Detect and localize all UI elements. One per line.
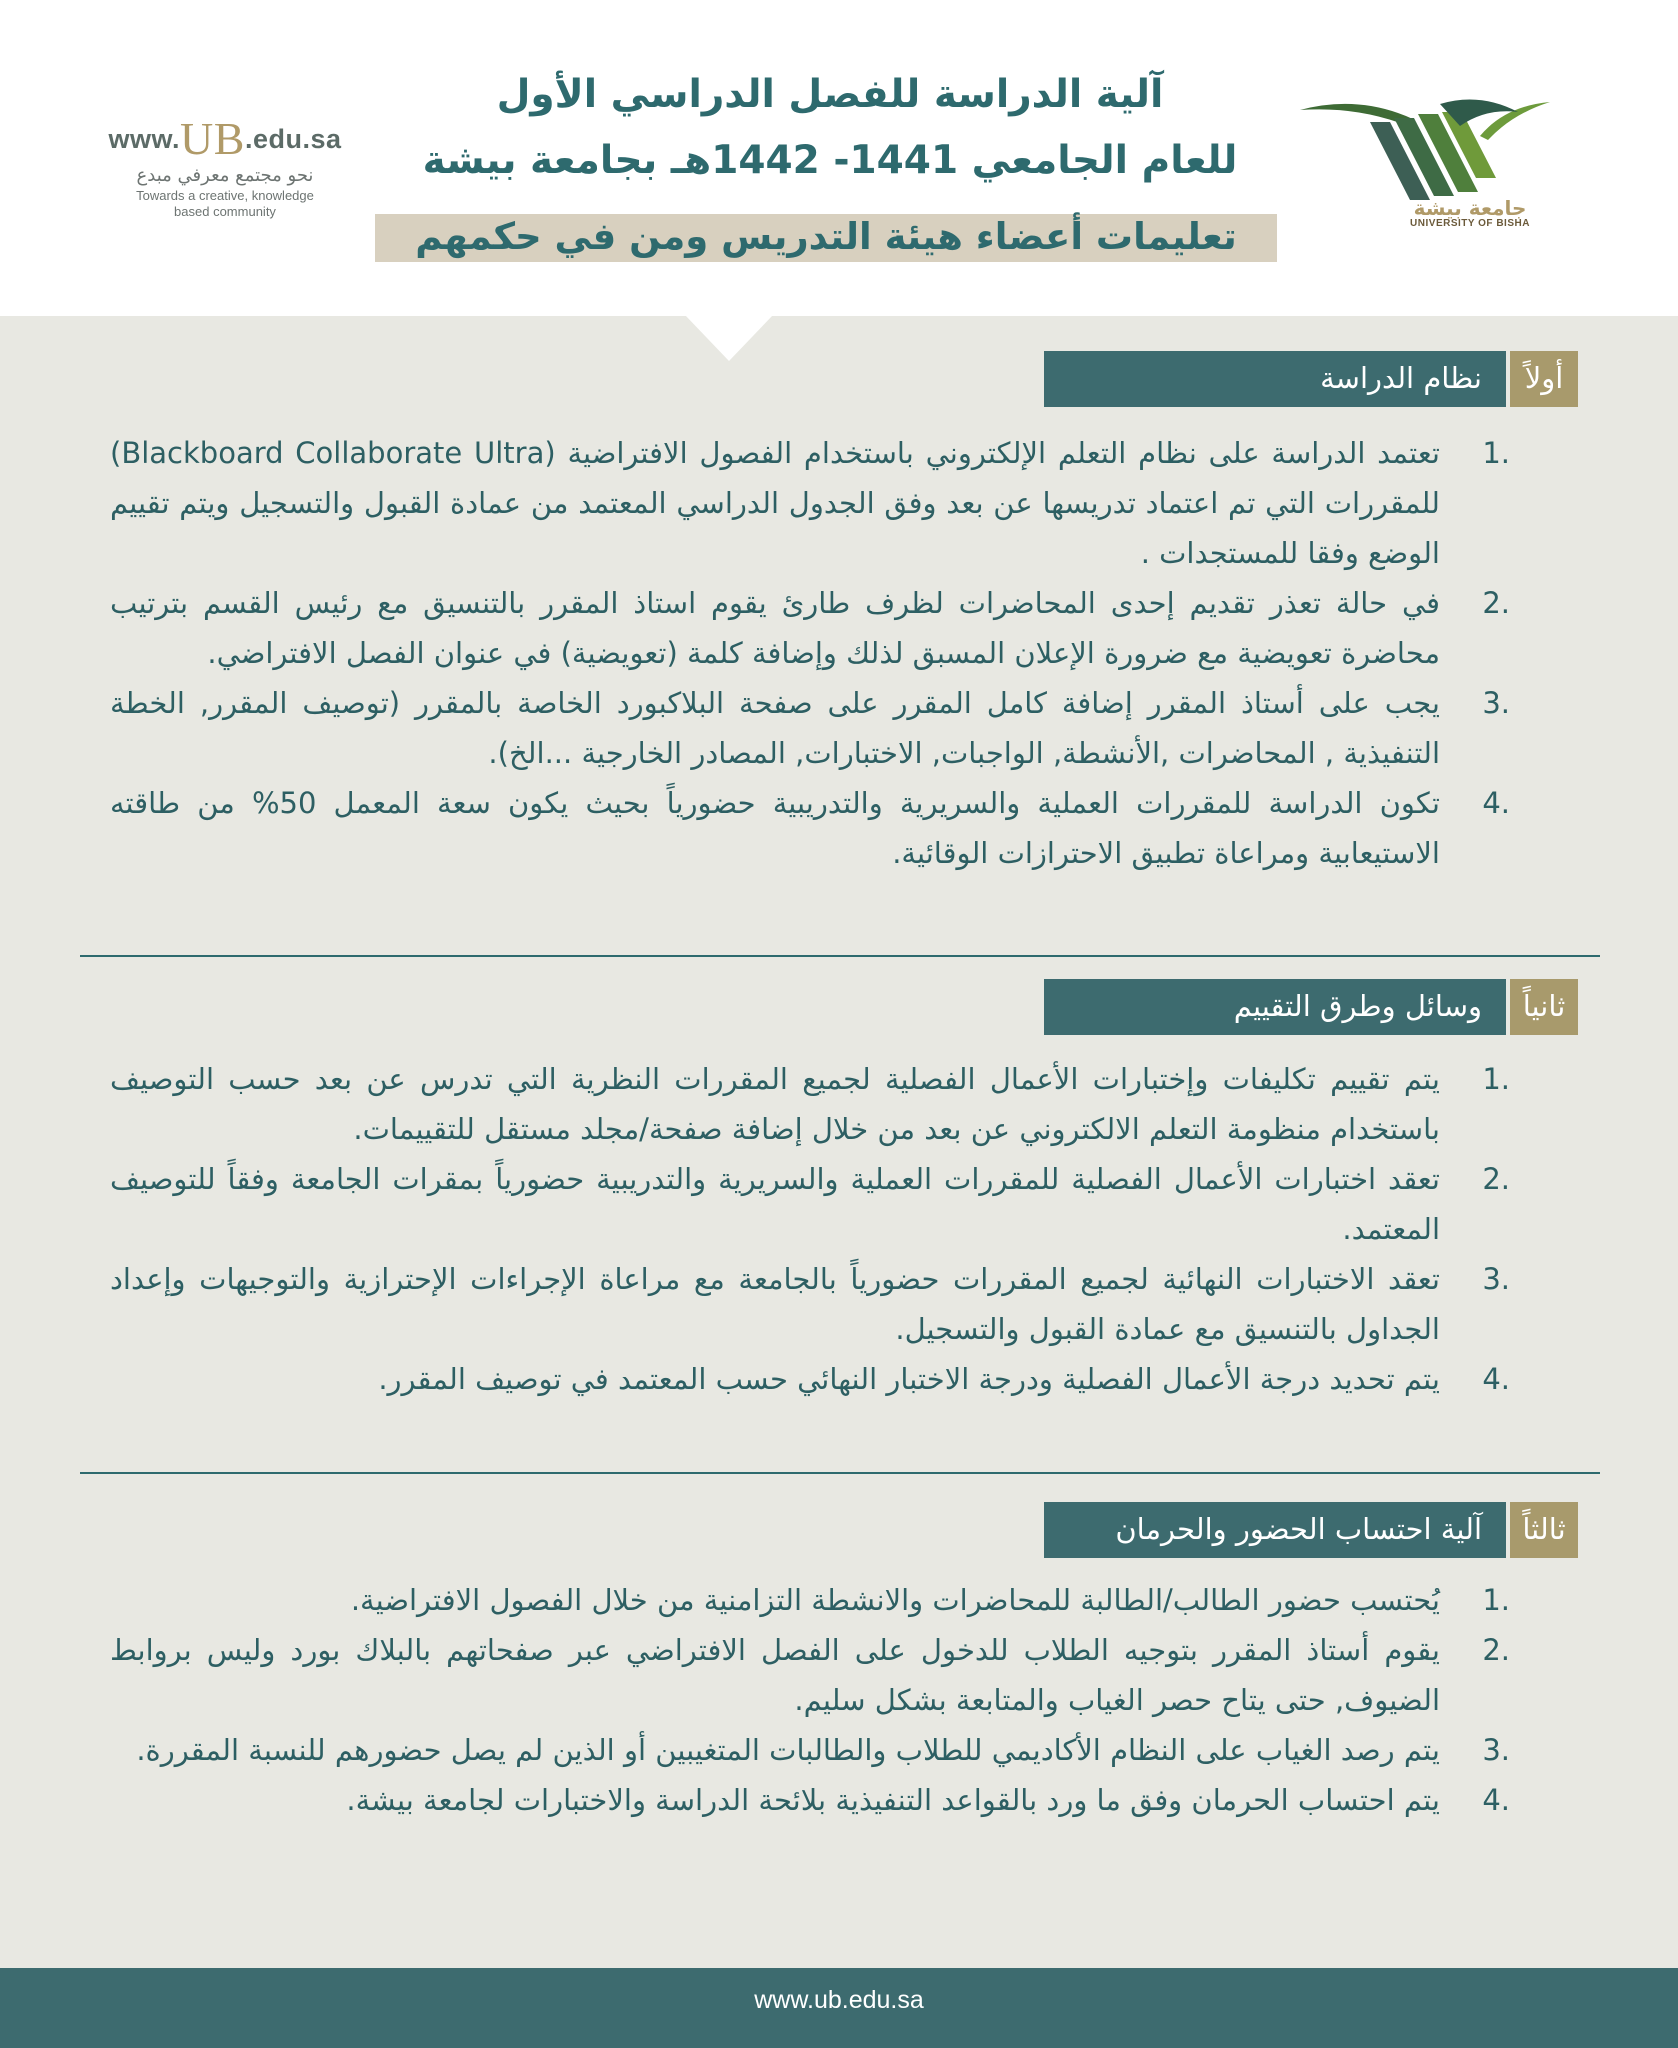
section-3-header — [1044, 1502, 1578, 1558]
section-2-item-4-text: يتم تحديد درجة الأعمال الفصلية ودرجة الاختبار النهائي حسب المعتمد في توصيف المقرر. — [378, 1362, 1440, 1396]
section-1-item-1-number: 1. — [1482, 436, 1510, 470]
section-2-header — [1044, 979, 1578, 1035]
section-1-number: أولاً — [1510, 351, 1578, 407]
list-item — [110, 428, 1510, 578]
section-1-item-2-text: في حالة تعذر تقديم إحدى المحاضرات لظرف طارئ يقوم استاذ المقرر بالتنسيق مع رئيس القسم بترتيب محاضرة تعويضية مع ضرورة الإعلان المسبق لذلك وإضافة كلمة (تعويضية) في عنوان الفصل الافتراضي. — [110, 586, 1440, 670]
section-3-item-2-number: 2. — [1482, 1633, 1510, 1667]
section-1-item-3-number: 3. — [1482, 686, 1510, 720]
section-2-list — [110, 1054, 1510, 1404]
section-3-item-1-number: 1. — [1482, 1583, 1510, 1617]
section-1-header — [1044, 351, 1578, 407]
section-3-title: آلية احتساب الحضور والحرمان — [1044, 1502, 1506, 1558]
page-title — [360, 62, 1300, 194]
section-2-item-4-number: 4. — [1482, 1362, 1510, 1396]
list-item — [110, 1625, 1510, 1725]
list-item — [110, 1775, 1510, 1825]
section-3-list — [110, 1575, 1510, 1825]
section-3-item-4-number: 4. — [1482, 1783, 1510, 1817]
list-item — [110, 578, 1510, 678]
section-1-title: نظام الدراسة — [1044, 351, 1506, 407]
ub-tagline-english — [100, 188, 350, 220]
list-item — [110, 1154, 1510, 1254]
section-3-item-3-number: 3. — [1482, 1733, 1510, 1767]
section-2-item-2-number: 2. — [1482, 1162, 1510, 1196]
section-1-item-1-text: تعتمد الدراسة على نظام التعلم الإلكتروني باستخدام الفصول الافتراضية (Blackboard Collaborate Ultra) للمقررات التي تم اعتماد تدريسها عن بعد وفق الجدول الدراسي المعتمد من عمادة القبول والتسجيل ويتم تقييم الوضع وفقا للمستجدات . — [110, 436, 1440, 570]
section-2-number: ثانياً — [1510, 979, 1578, 1035]
ub-tagline-english-line-2: based community — [174, 204, 276, 219]
header-notch — [685, 315, 773, 361]
logo-name-english: UNIVERSITY OF BISHA — [1410, 218, 1530, 229]
section-2-item-1-number: 1. — [1482, 1062, 1510, 1096]
section-3-number: ثالثاً — [1510, 1502, 1578, 1558]
section-divider-2 — [80, 1472, 1600, 1474]
section-2-item-2-text: تعقد اختبارات الأعمال الفصلية للمقررات العملية والسريرية والتدريبية حضورياً بمقرات الجامعة وفقاً للتوصيف المعتمد. — [110, 1162, 1440, 1246]
ub-url-suffix: .edu.sa — [244, 124, 342, 154]
ub-tagline-english-line-1: Towards a creative, knowledge — [136, 188, 314, 203]
list-item — [110, 1254, 1510, 1354]
ub-url-prefix: www. — [108, 124, 181, 154]
page-subtitle: تعليمات أعضاء هيئة التدريس ومن في حكمهم — [415, 215, 1237, 258]
section-3-item-4-text: يتم احتساب الحرمان وفق ما ورد بالقواعد التنفيذية بلائحة الدراسة والاختبارات لجامعة بيشة. — [346, 1783, 1440, 1817]
section-1-item-2-number: 2. — [1482, 586, 1510, 620]
title-line-1: آلية الدراسة للفصل الدراسي الأول — [496, 72, 1164, 117]
section-1-item-4-number: 4. — [1482, 786, 1510, 820]
section-divider-1 — [80, 955, 1600, 957]
list-item — [110, 778, 1510, 878]
logo-name-arabic: جامعة بيشة — [1413, 196, 1527, 220]
section-1-list — [110, 428, 1510, 878]
section-2-item-3-text: تعقد الاختبارات النهائية لجميع المقررات حضورياً بالجامعة مع مراعاة الإجراءات الإحترازية والتوجيهات وإعداد الجداول بالتنسيق مع عمادة القبول والتسجيل. — [110, 1262, 1440, 1346]
section-2-item-1-text: يتم تقييم تكليفات وإختبارات الأعمال الفصلية لجميع المقررات النظرية التي تدرس عن بعد حسب التوصيف باستخدام منظومة التعلم الالكتروني عن بعد من خلال إضافة صفحة/مجلد مستقل للتقييمات. — [110, 1062, 1440, 1146]
title-line-2: للعام الجامعي 1441- 1442هـ بجامعة بيشة — [422, 138, 1238, 183]
list-item — [110, 678, 1510, 778]
section-3-item-3-text: يتم رصد الغياب على النظام الأكاديمي للطلاب والطالبات المتغيبين أو الذين لم يصل حضورهم للنسبة المقررة. — [136, 1733, 1440, 1767]
footer-url-link[interactable]: www.ub.edu.sa — [754, 1986, 924, 2014]
list-item — [110, 1575, 1510, 1625]
list-item — [110, 1725, 1510, 1775]
list-item — [110, 1354, 1510, 1404]
list-item — [110, 1054, 1510, 1154]
section-3-item-2-text: يقوم أستاذ المقرر بتوجيه الطلاب للدخول على الفصل الافتراضي عبر صفحاتهم بالبلاك بورد وليس بروابط الضيوف, حتى يتاح حصر الغياب والمتابعة بشكل سليم. — [110, 1633, 1440, 1717]
section-2-title: وسائل وطرق التقييم — [1044, 979, 1506, 1035]
ub-url — [100, 112, 350, 165]
section-1-item-3-text: يجب على أستاذ المقرر إضافة كامل المقرر على صفحة البلاكبورد الخاصة بالمقرر (توصيف المقرر, الخطة التنفيذية , المحاضرات ,الأنشطة, الواجبات, الاختبارات, المصادر الخارجية ...الخ). — [110, 686, 1440, 770]
section-3-item-1-text: يُحتسب حضور الطالب/الطالبة للمحاضرات والانشطة التزامنية من خلال الفصول الافتراضية. — [350, 1583, 1440, 1617]
section-1-item-4-text: تكون الدراسة للمقررات العملية والسريرية والتدريبية حضورياً بحيث يكون سعة المعمل 50% من طاقته الاستيعابية ومراعاة تطبيق الاحترازات الوقائية. — [110, 786, 1440, 870]
ub-mark: UB — [180, 113, 245, 164]
ub-tagline-arabic: نحو مجتمع معرفي مبدع — [136, 165, 314, 186]
ub-website-logo — [100, 112, 350, 220]
section-2-item-3-number: 3. — [1482, 1262, 1510, 1296]
